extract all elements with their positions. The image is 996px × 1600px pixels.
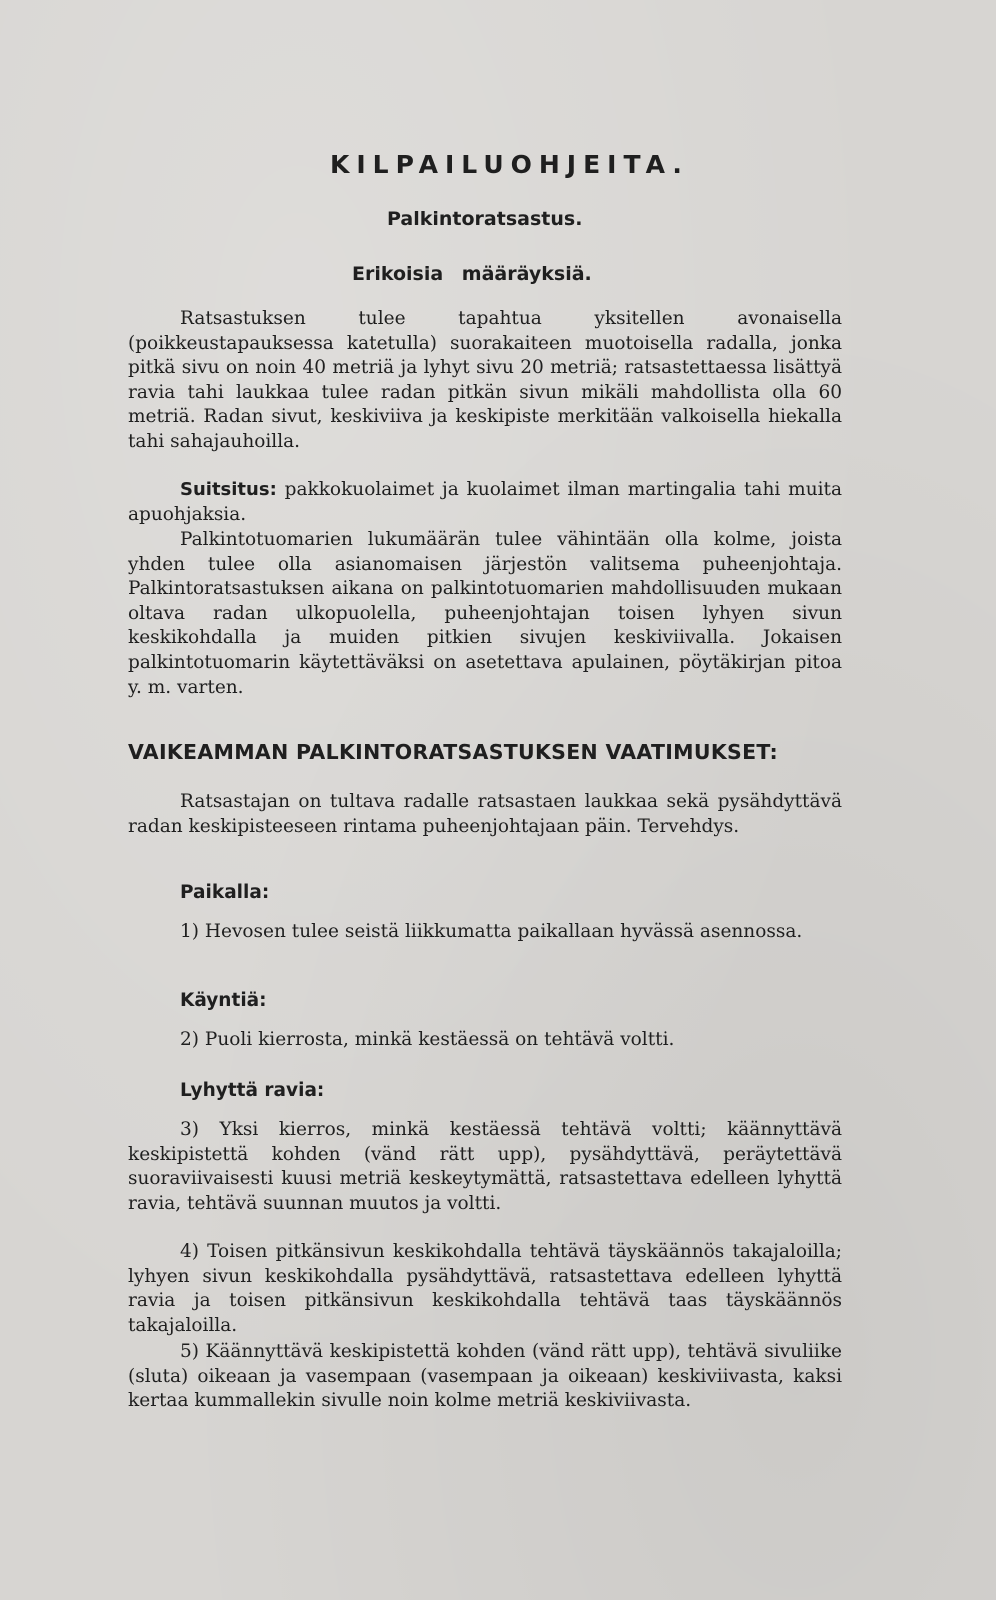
requirement-item — [128, 1240, 842, 1338]
requirement-item — [128, 920, 842, 945]
paragraph-bridle — [128, 478, 842, 527]
item-text: 3) Yksi kierros, minkä kestäessä tehtävä voltti; käännyttävä keskipistettä kohden (vänd rätt upp), pysähdyttävä, peräytettävä suoraviivaisesti kuusi metriä keskeytymättä, ratsastettava edelleen lyhyttä ravia, tehtävä suunnan muutos ja voltti. — [128, 1119, 842, 1214]
paragraph-text: Ratsastuksen tulee tapahtua yksitellen avonaisella (poikkeustapauksessa katetulla) suorakaiteen muotoisella radalla, jonka pitkä sivu on noin 40 metriä ja lyhyt sivu 20 metriä; ratsastettaessa lisättyä ravia tahi laukkaa tulee radan pitkän sivun mikäli mahdollista olla 60 metriä. Radan sivut, keskiviiva ja keskipiste merkitään valkoisella hiekalla tahi sahajauhoilla. — [128, 308, 842, 452]
paragraph-text: Ratsastajan on tultava radalle ratsastaen laukkaa sekä pysähdyttävä radan keskipisteeseen rintama puheenjohtajaan päin. Tervehdys. — [128, 791, 842, 837]
requirement-item — [128, 1118, 842, 1216]
section-label-halt: Paikalla: — [180, 882, 270, 903]
document-subtitle: Palkintoratsastus. — [387, 208, 583, 230]
paragraph-text: Palkintotuomarien lukumäärän tulee vähintään olla kolme, joista yhden tulee olla asianomaisen järjestön valitsema puheenjohtaja. Palkintoratsastuksen aikana on palkintotuomarien mahdollisuuden mukaan oltava radan ulkopuolella, puheenjohtajan toisen lyhyen sivun keskikohdalla ja muiden pitkien sivujen keskiviivalla. Jokaisen palkintotuomarin käytettäväksi on asetettava apulainen, pöytäkirjan pitoa y. m. varten. — [128, 529, 842, 698]
item-text: 2) Puoli kierrosta, minkä kestäessä on tehtävä voltti. — [180, 1029, 675, 1050]
item-text: 5) Käännyttävä keskipistettä kohden (vänd rätt upp), tehtävä sivuliike (sluta) oikeaan ja vasempaan (vasempaan ja oikeaan) keskiviivasta, kaksi kertaa kummallekin sivulle noin kolme metriä keskiviivasta. — [128, 1341, 842, 1412]
requirements-intro — [128, 790, 842, 839]
paragraph-judges — [128, 528, 842, 700]
requirement-item — [128, 1028, 842, 1053]
document-subheading: Erikoisia määräyksiä. — [352, 263, 592, 285]
item-text: 1) Hevosen tulee seistä liikkumatta paikallaan hyvässä asennossa. — [180, 921, 803, 942]
section-label-trot: Lyhyttä ravia: — [180, 1080, 325, 1101]
paragraph-text: pakkokuolaimet ja kuolaimet ilman martingalia tahi muita apuohjaksia. — [128, 479, 842, 525]
paragraph-track-rules — [128, 307, 842, 455]
document-title: KILPAILUOHJEITA. — [330, 150, 689, 179]
requirements-heading: VAIKEAMMAN PALKINTORATSASTUKSEN VAATIMUKSET: — [128, 740, 779, 764]
section-label-walk: Käyntiä: — [180, 990, 267, 1011]
requirement-item — [128, 1340, 842, 1414]
paragraph-lead: Suitsitus: — [180, 479, 277, 500]
item-text: 4) Toisen pitkänsivun keskikohdalla tehtävä täyskäännös takajaloilla; lyhyen sivun keskikohdalla pysähdyttävä, ratsastettava edelleen lyhyttä ravia ja toisen pitkänsivun keskikohdalla tehtävä taas täyskäännös takajaloilla. — [128, 1241, 842, 1336]
